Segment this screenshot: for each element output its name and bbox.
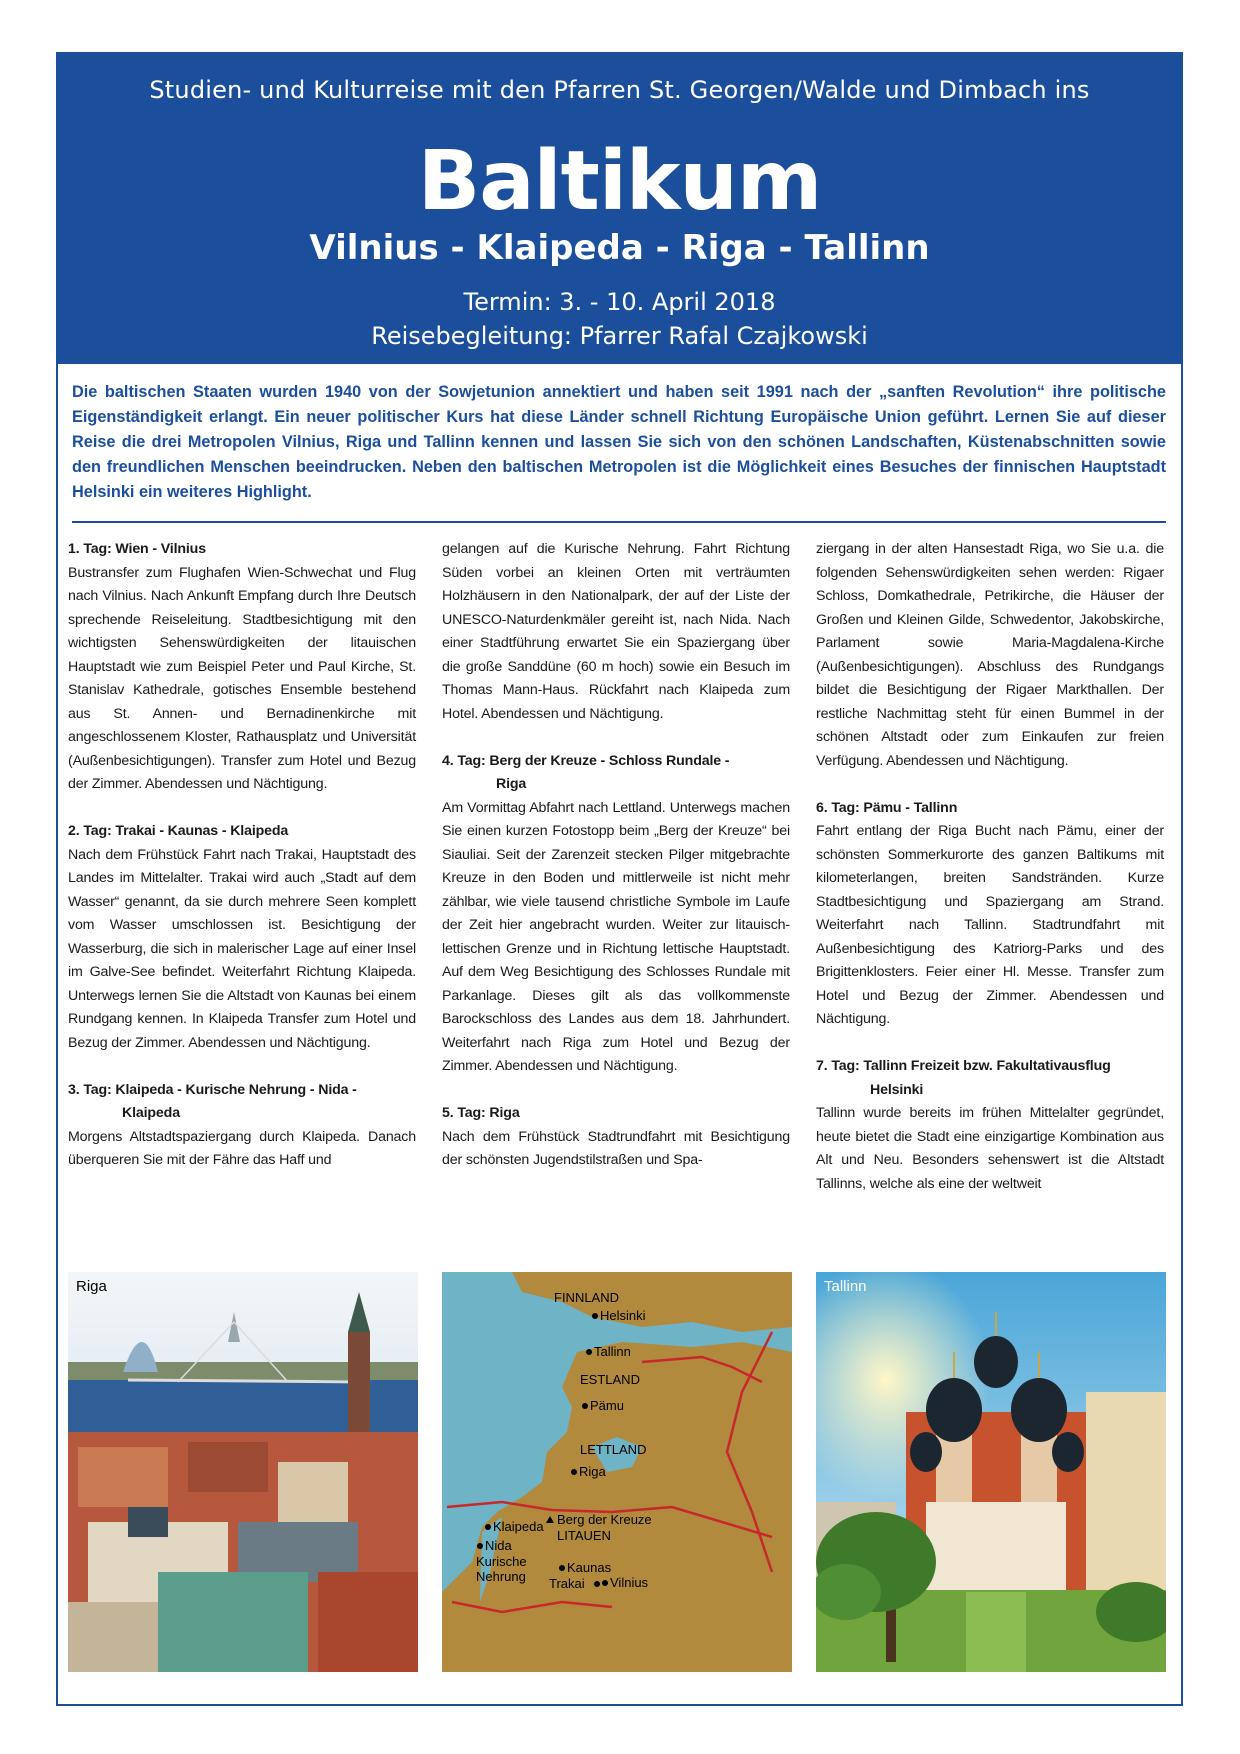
divider-line <box>72 521 1166 523</box>
day-text: ziergang in der alten Hansestadt Riga, wo Sie u.a. die folgenden Sehenswürdigkeiten sehen werden: Rigaer Schloss, Domkathedrale, Petrikirche, die Häuser der Großen und Kleinen Gilde, Schwedentor, Jakobskirche, Parlament sowie Maria-Magdalena-Kirche (Außenbesichtigungen). Abschluss des Rundgangs bildet die Besichtigung der Rigaer Markthallen. Der restliche Nachmittag steht für einen Bummel in der schönen Altstadt oder zum Einkaufen zur freien Verfügung. Abendessen und Nächtigung. <box>816 541 1164 769</box>
map-city: Berg der Kreuze <box>557 1512 652 1527</box>
day-text: gelangen auf die Kurische Nehrung. Fahrt Richtung Süden vorbei an kleinen Orten mit verträumten Holzhäusern in den Nationalpark, der auf der Liste der UNESCO-Naturdenkmäler gereiht ist, nach Nida. Nach einer Stadtführung erwartet Sie ein Spaziergang über die große Sanddüne (60 m hoch) sowie ein Besuch im Thomas Mann-Haus. Rückfahrt nach Klaipeda zum Hotel. Abendessen und Nächtigung. <box>442 541 790 722</box>
day-2 <box>68 820 416 1055</box>
header-title: Baltikum <box>417 134 822 229</box>
day-5-end <box>816 538 1164 773</box>
day-7 <box>816 1055 1164 1196</box>
map-city: Vilnius <box>610 1575 649 1590</box>
day-text: Nach dem Frühstück Fahrt nach Trakai, Hauptstadt des Landes im Mittelalter. Trakai wird auch „Stadt auf dem Wasser“ genannt, da sie durch mehrere Seen komplett vom Wasser umschlossen ist. Besichtigung der Wasserburg, die sich in malerischer Lage auf einer Insel im Galve-See befindet. Weiterfahrt Richtung Klaipeda. Unterwegs lernen Sie die Altstadt von Kaunas bei einem Rundgang kennen. In Klaipeda Transfer zum Hotel und Bezug der Zimmer. Abendessen und Nächtigung. <box>68 846 416 1051</box>
header-guide: Reisebegleitung: Pfarrer Rafal Czajkowski <box>371 322 868 350</box>
map-label-country: ESTLAND <box>580 1372 640 1387</box>
day-heading: 4. Tag: Berg der Kreuze - Schloss Rundale - Riga <box>442 752 730 792</box>
map-city: Kaunas <box>567 1560 612 1575</box>
day-text: Nach dem Frühstück Stadtrundfahrt mit Besichtigung der schönsten Jugendstilstraßen und Spa- <box>442 1128 790 1168</box>
riga-photo-caption: Riga <box>76 1278 107 1295</box>
day-text: Morgens Altstadtspaziergang durch Klaipeda. Danach überqueren Sie mit der Fähre das Haff und <box>68 1128 416 1168</box>
column-3 <box>816 538 1164 1220</box>
day-4 <box>442 750 790 1079</box>
baltic-map <box>442 1272 792 1672</box>
day-heading: 1. Tag: Wien - Vilnius <box>68 541 206 557</box>
day-heading: 2. Tag: Trakai - Kaunas - Klaipeda <box>68 823 289 839</box>
day-text: Tallinn wurde bereits im frühen Mittelalter gegründet, heute bietet die Stadt eine einzigartige Kombination aus Alt und Neu. Besonders sehenswert ist die Altstadt Tallinns, welche als eine der weltweit <box>816 1105 1164 1192</box>
day-text: Fahrt entlang der Riga Bucht nach Pämu, einer der schönsten Sommerkurorte des ganzen Baltikums mit kilometerlangen, breiten Sandstränden. Kurze Stadtbesichtigung und Spaziergang am Strand. Weiterfahrt nach Tallinn. Stadtrundfahrt mit Außenbesichtigung des Katriorg-Parks und des Brigittenklosters. Feier einer Hl. Messe. Transfer zum Hotel und Bezug der Zimmer. Abendessen und Nächtigung. <box>816 823 1164 1027</box>
map-city: Tallinn <box>594 1344 631 1359</box>
day-6 <box>816 797 1164 1032</box>
map-label-country: FINNLAND <box>554 1290 620 1305</box>
day-3-end <box>442 538 790 726</box>
header-subtitle: Studien- und Kulturreise mit den Pfarren St. Georgen/Walde und Dimbach ins <box>149 76 1090 104</box>
map-label-country: LITAUEN <box>557 1528 611 1543</box>
day-heading: 6. Tag: Pämu - Tallinn <box>816 799 958 816</box>
day-text: Am Vormittag Abfahrt nach Lettland. Unterwegs machen Sie einen kurzen Fotostopp beim „Berg der Kreuze“ bei Siauliai. Seit der Zarenzeit stecken Pilger mitgebrachte Kreuze in den Boden und mittlerweile ist nicht mehr zählbar, wie viele tausend christliche Symbole im Laufe der Zeit hier angebracht wurden. Weiter zur litauisch-lettischen Grenze und in Richtung lettische Hauptstadt. Auf dem Weg Besichtigung des Schlosses Rundale mit Parkanlage. Dieses gilt als das vollkommenste Barockschloss des Landes aus dem 18. Jahrhundert. Weiterfahrt nach Riga zum Hotel und Bezug der Zimmer. Abendessen und Nächtigung. <box>442 799 790 1074</box>
day-text: Bustransfer zum Flughafen Wien-Schwechat und Flug nach Vilnius. Nach Ankunft Empfang durch Ihre Deutsch sprechende Reiseleitung. Stadtbesichtigung mit den wichtigsten Sehenswürdigkeiten der litauischen Hauptstadt wie zum Beispiel Peter und Paul Kirche, St. Stanislav Kathedrale, gotisches Ensemble bestehend aus St. Annen- und Bernadinenkirche mit angeschlossenem Kloster, Rathausplatz und Universität (Außenbesichtigungen). Transfer zum Hotel und Bezug der Zimmer. Abendessen und Nächtigung. <box>68 564 416 792</box>
tallinn-photo <box>816 1272 1166 1672</box>
map-city: Kurische <box>476 1554 527 1569</box>
intro-paragraph: Die baltischen Staaten wurden 1940 von der Sowjetunion annektiert und haben seit 1991 nach der „sanften Revolution“ ihre politische Eigenständigkeit erlangt. Ein neuer politischer Kurs hat diese Länder schnell Richtung Europäische Union geführt. Lernen Sie auf dieser Reise die drei Metropolen Vilnius, Riga und Tallinn kennen und lassen Sie sich von den schönen Landschaften, Küstenabschnitten sowie den freundlichen Menschen beeindrucken. Neben den baltischen Metropolen ist die Möglichkeit eines Besuches der finnischen Hauptstadt Helsinki ein weiteres Highlight. <box>72 383 1166 501</box>
header-route: Vilnius - Klaipeda - Riga - Tallinn <box>309 228 930 268</box>
map-city: Riga <box>579 1464 606 1479</box>
column-2 <box>442 538 790 1196</box>
map-label-country: LETTLAND <box>580 1442 647 1457</box>
map-city: Nehrung <box>476 1569 526 1584</box>
day-heading: 3. Tag: Klaipeda - Kurische Nehrung - Nida - Klaipeda <box>68 1081 357 1121</box>
day-3-start <box>68 1079 416 1173</box>
header-banner <box>56 52 1183 364</box>
riga-photo <box>68 1272 418 1672</box>
day-heading: 5. Tag: Riga <box>442 1105 520 1121</box>
map-city: Pämu <box>590 1398 624 1413</box>
map-city: Trakai <box>549 1576 585 1591</box>
day-1 <box>68 538 416 797</box>
map-city: Nida <box>485 1538 512 1553</box>
day-heading: 7. Tag: Tallinn Freizeit bzw. Fakultativausflug Helsinki <box>816 1058 1111 1098</box>
map-city: Helsinki <box>600 1308 646 1323</box>
header-date: Termin: 3. - 10. April 2018 <box>463 288 776 316</box>
column-1 <box>68 538 416 1196</box>
map-city: Klaipeda <box>493 1519 544 1534</box>
day-5-start <box>442 1102 790 1173</box>
tallinn-photo-caption: Tallinn <box>824 1278 867 1295</box>
